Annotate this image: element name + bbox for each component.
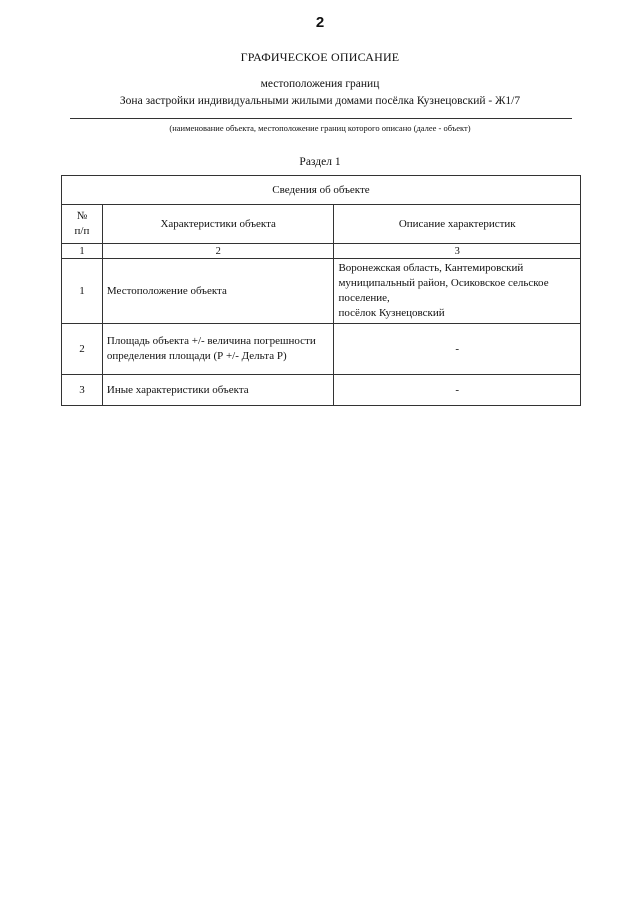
row-description: Воронежская область, Кантемировский муниципальный район, Осиковское сельское поселение, посёлок Кузнецовский bbox=[334, 259, 581, 324]
row-number: 3 bbox=[62, 375, 103, 406]
column-number: 2 bbox=[102, 244, 334, 259]
page-number: 2 bbox=[315, 14, 325, 31]
header-characteristic: Характеристики объекта bbox=[102, 205, 334, 244]
row-description: - bbox=[334, 375, 581, 406]
row-characteristic: Иные характеристики объекта bbox=[102, 375, 334, 406]
object-name-note: (наименование объекта, местоположение границ которого описано (далее - объект) bbox=[169, 123, 471, 133]
row-number: 2 bbox=[62, 324, 103, 375]
document-subtitle: местоположения границ bbox=[260, 78, 380, 90]
table-caption-row bbox=[62, 176, 581, 205]
object-info-table bbox=[61, 175, 581, 406]
row-characteristic: Площадь объекта +/- величина погрешности определения площади (Р +/- Дельта Р) bbox=[102, 324, 334, 375]
row-description: - bbox=[334, 324, 581, 375]
row-number: 1 bbox=[62, 259, 103, 324]
section-label: Раздел 1 bbox=[299, 156, 341, 168]
table-row bbox=[62, 375, 581, 406]
column-number: 3 bbox=[334, 244, 581, 259]
underline-rule bbox=[70, 118, 572, 119]
header-number: № п/п bbox=[62, 205, 103, 244]
column-number: 1 bbox=[62, 244, 103, 259]
object-name: Зона застройки индивидуальными жилыми домами посёлка Кузнецовский - Ж1/7 bbox=[119, 95, 521, 107]
table-caption: Сведения об объекте bbox=[62, 176, 581, 205]
table-row bbox=[62, 324, 581, 375]
table-header-row bbox=[62, 205, 581, 244]
header-description: Описание характеристик bbox=[334, 205, 581, 244]
document-title: ГРАФИЧЕСКОЕ ОПИСАНИЕ bbox=[240, 50, 400, 64]
table-row bbox=[62, 259, 581, 324]
column-number-row bbox=[62, 244, 581, 259]
row-characteristic: Местоположение объекта bbox=[102, 259, 334, 324]
